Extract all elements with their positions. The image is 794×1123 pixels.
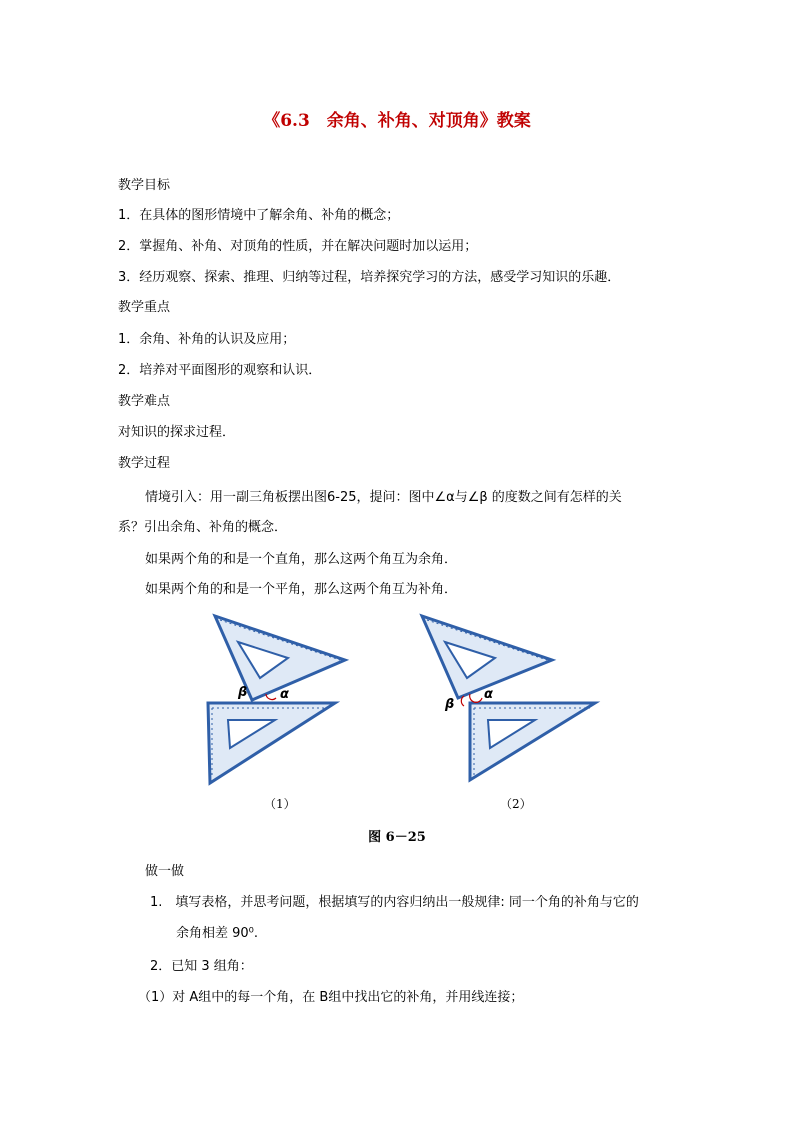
label-beta-1: β	[238, 685, 248, 700]
section-heading-difficulties: 教学难点	[118, 394, 171, 409]
angle-arc-beta-2	[461, 696, 464, 706]
section-heading-objectives: 教学目标	[118, 178, 171, 193]
section-heading-key-points: 教学重点	[118, 300, 171, 315]
figure-title: 图 6－25	[368, 830, 426, 845]
objective-3: 3．经历观察、探索、推理、归纳等过程，培养探究学习的方法，感受学习知识的乐趣．	[118, 270, 621, 285]
objective-2: 2．掌握角、补角、对顶角的性质，并在解决问题时加以运用；	[118, 239, 478, 254]
label-alpha-1: α	[280, 687, 289, 702]
key-point-1: 1．余角、补角的认识及应用；	[118, 332, 296, 347]
exercise-2-part-1: （1）对 A组中的每一个角，在 B组中找出它的补角，并用线连接；	[138, 990, 524, 1005]
intro-paragraph-line-2: 系？引出余角、补角的概念．	[118, 520, 288, 535]
definition-supplementary: 如果两个角的和是一个平角，那么这两个角互为补角．	[145, 582, 458, 597]
key-point-2: 2．培养对平面图形的观察和认识．	[118, 363, 322, 378]
definition-complementary: 如果两个角的和是一个直角，那么这两个角互为余角．	[145, 552, 458, 567]
label-beta-2: β	[445, 697, 455, 712]
objective-1: 1．在具体的图形情境中了解余角、补角的概念；	[118, 208, 400, 223]
figure-caption-1: （1）	[264, 797, 296, 811]
figure-caption-2: （2）	[500, 797, 532, 811]
intro-paragraph-line-1: 情境引入：用一副三角板摆出图6-25，提问：图中∠α与∠β 的度数之间有怎样的关	[145, 490, 622, 505]
triangle-set-1	[208, 616, 345, 783]
figure-6-25	[190, 608, 620, 813]
exercise-2: 2．已知 3 组角：	[150, 959, 253, 974]
set-square-lower-left	[208, 703, 335, 783]
section-heading-practice: 做一做	[145, 864, 185, 879]
label-alpha-2: α	[484, 687, 493, 702]
exercise-1-line-1: 1. 填写表格，并思考问题，根据填写的内容归纳出一般规律: 同一个角的补角与它的	[150, 895, 639, 910]
difficulty-1: 对知识的探求过程．	[118, 425, 236, 440]
exercise-1-line-2: 余角相差 90⁰.	[176, 926, 259, 941]
section-heading-process: 教学过程	[118, 456, 171, 471]
angle-arc-alpha-2	[470, 694, 482, 702]
page-title: 《6.3 余角、补角、对顶角》教案	[263, 111, 531, 131]
